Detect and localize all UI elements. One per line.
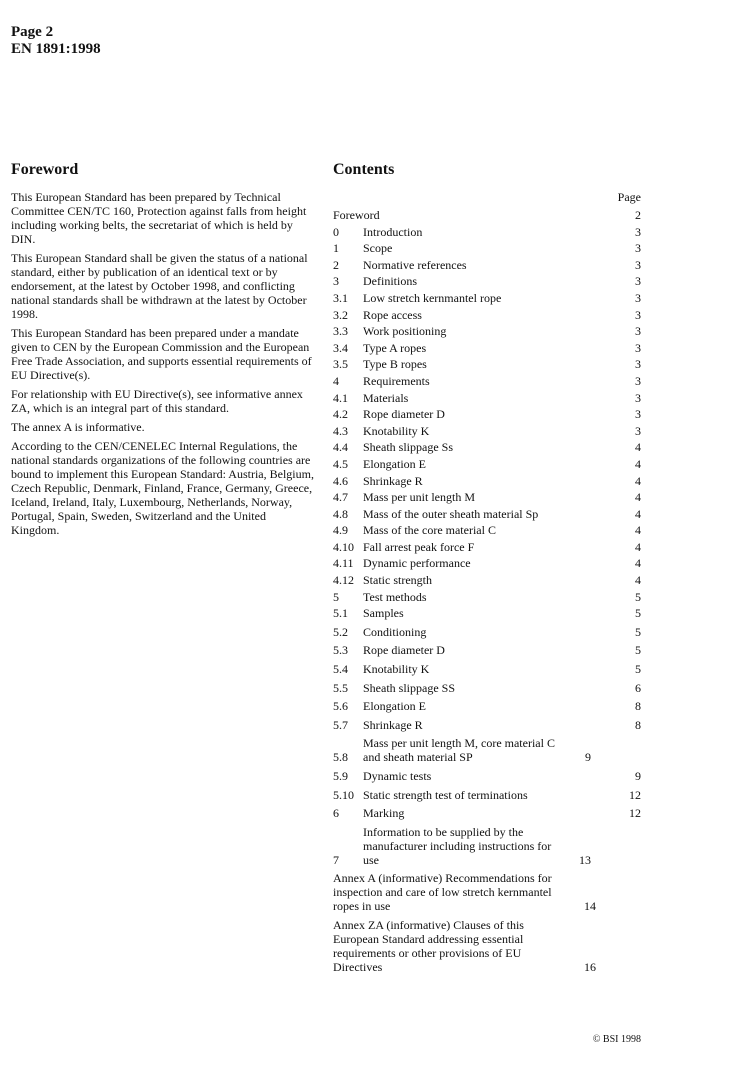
contents-page-header: Page (617, 190, 641, 204)
toc-entry-page: 5 (635, 606, 641, 621)
toc-entry-title: Low stretch kernmantel rope (363, 290, 502, 305)
toc-entry-title: Definitions (363, 274, 417, 289)
toc-entry-number: 4.12 (333, 573, 354, 588)
toc-entry-title: Shrinkage R (363, 717, 423, 732)
toc-entry (333, 523, 641, 537)
toc-entry (333, 606, 641, 620)
toc-entry-page: 6 (635, 680, 641, 695)
toc-entry (333, 225, 641, 239)
toc-entry-page: 3 (635, 357, 641, 372)
toc-entry-title: Normative references (363, 257, 467, 272)
toc-entry-number: 3.4 (333, 340, 348, 355)
toc-entry-title: Materials (363, 390, 409, 405)
toc-entry-number: 4.7 (333, 490, 348, 505)
toc-entry-title: Requirements (363, 373, 430, 388)
toc-entry-title: Elongation E (363, 456, 426, 471)
toc-entry-number: 4.1 (333, 390, 348, 405)
toc-entry-number: 5.7 (333, 717, 348, 732)
toc-entry (333, 440, 641, 454)
toc-entry-title: Knotability K (363, 423, 430, 438)
toc-entry (333, 474, 641, 488)
toc-entry-title: Marking (363, 806, 405, 821)
foreword-paragraph: The annex A is informative. (11, 420, 145, 434)
toc-entry-page: 3 (635, 373, 641, 388)
toc-entry-page: 14 (584, 899, 596, 914)
toc-entry-number: 5.5 (333, 680, 348, 695)
toc-entry (333, 241, 641, 255)
toc-entry-number: 5 (333, 589, 339, 604)
toc-entry-page: 3 (635, 241, 641, 256)
toc-entry-title: Mass per unit length M, core material C and sheath material SP (363, 736, 555, 765)
toc-entry-number: 4.2 (333, 407, 348, 422)
toc-entry (333, 540, 641, 554)
toc-entry-title: Samples (363, 606, 404, 621)
foreword-paragraph: This European Standard has been prepared by Technical Committee CEN/TC 160, Protection against falls from height including working belts, the secretariat of which is held by DIN. (11, 190, 307, 246)
toc-entry-number: 6 (333, 806, 339, 821)
table-of-contents (333, 208, 641, 974)
toc-entry-number: 5.9 (333, 769, 348, 783)
toc-entry (333, 274, 641, 288)
toc-entry-title: Foreword (333, 208, 380, 222)
toc-entry-number: 4.6 (333, 473, 348, 488)
toc-entry (333, 681, 641, 695)
toc-entry-title: Dynamic tests (363, 769, 432, 783)
toc-entry-number: 3.2 (333, 307, 348, 322)
foreword-paragraph: This European Standard shall be given the status of a national standard, either by publication of an identical text or by endorsement, at the latest by October 1998, and conflicting national standards shall be withdrawn at the latest by October 1998. (11, 251, 308, 321)
toc-entry-page: 3 (635, 224, 641, 239)
toc-entry-page: 12 (629, 787, 641, 802)
toc-entry (333, 718, 641, 732)
toc-entry-page: 3 (635, 307, 641, 322)
toc-entry-title: Annex ZA (informative) Clauses of this European Standard addressing essential requirements or other provisions of EU Directives (333, 917, 524, 974)
toc-entry-page: 5 (635, 624, 641, 639)
foreword-paragraph: This European Standard has been prepared under a mandate given to CEN by the European Commission and the European Free Trade Association, and supports essential requirements of EU Directive(s). (11, 326, 312, 382)
foreword-paragraph: According to the CEN/CENELEC Internal Regulations, the national standards organizations of the following countries are bound to implement this European Standard: Austria, Belgium, Czech Republic, Denmark, Finland, France, Germany, Greece, Iceland, Ireland, Italy, Luxembourg, Netherlands, Norway, Portugal, Spain, Sweden, Switzerland and the United Kingdom. (11, 439, 314, 537)
toc-entry-number: 5.10 (333, 787, 354, 802)
toc-entry (333, 556, 641, 570)
toc-entry (333, 407, 641, 421)
toc-entry (333, 573, 641, 587)
toc-entry (333, 374, 641, 388)
toc-entry-page: 3 (635, 423, 641, 438)
toc-entry (333, 507, 641, 521)
toc-entry (333, 788, 641, 802)
toc-entry-page: 3 (635, 324, 641, 339)
toc-entry-title: Information to be supplied by the manufacturer including instructions for use (363, 824, 552, 867)
toc-entry (333, 457, 641, 471)
toc-entry-page: 5 (635, 662, 641, 677)
toc-entry-title: Elongation E (363, 699, 426, 714)
toc-entry-page: 4 (635, 490, 641, 505)
toc-entry-title: Conditioning (363, 624, 427, 639)
page-header (11, 24, 101, 58)
toc-entry (333, 424, 641, 438)
toc-entry-title: Fall arrest peak force F (363, 539, 475, 554)
toc-entry-title: Mass of the core material C (363, 523, 496, 538)
toc-entry-title: Annex A (informative) Recommendations for inspection and care of low stretch kernmantel ropes in use (333, 871, 552, 914)
toc-entry (333, 871, 641, 913)
toc-entry (333, 625, 641, 639)
toc-entry-page: 4 (635, 506, 641, 521)
toc-entry-number: 4.8 (333, 506, 348, 521)
toc-entry-number: 4.9 (333, 523, 348, 538)
standard-number: EN 1891:1998 (11, 41, 101, 57)
toc-entry-title: Scope (363, 241, 393, 256)
foreword-title: Foreword (11, 161, 79, 178)
toc-entry-number: 3.1 (333, 290, 348, 305)
toc-entry (333, 391, 641, 405)
toc-entry-page: 3 (635, 257, 641, 272)
toc-entry-page: 3 (635, 340, 641, 355)
toc-entry-page: 4 (635, 523, 641, 538)
toc-entry-title: Type B ropes (363, 357, 427, 372)
toc-entry-page: 4 (635, 573, 641, 588)
toc-entry-number: 1 (333, 241, 339, 256)
toc-entry (333, 324, 641, 338)
toc-entry-number: 3.5 (333, 357, 348, 372)
toc-entry-title: Knotability K (363, 662, 430, 677)
toc-entry-title: Type A ropes (363, 340, 427, 355)
toc-entry-title: Work positioning (363, 324, 447, 339)
toc-entry (333, 699, 641, 713)
copyright-notice: © BSI 1998 (592, 1034, 641, 1045)
toc-entry-page: 4 (635, 539, 641, 554)
toc-entry-number: 2 (333, 257, 339, 272)
toc-entry-title: Static strength test of terminations (363, 787, 528, 802)
toc-entry-page: 5 (635, 643, 641, 658)
toc-entry (333, 208, 641, 222)
toc-entry-title: Static strength (363, 573, 432, 588)
toc-entry-title: Mass of the outer sheath material Sp (363, 506, 539, 521)
toc-entry-title: Rope access (363, 307, 422, 322)
toc-entry-number: 4.5 (333, 456, 348, 471)
toc-entry (333, 291, 641, 305)
toc-entry-page: 13 (579, 852, 591, 867)
toc-entry-page: 2 (635, 208, 641, 222)
toc-entry (333, 918, 641, 974)
toc-entry (333, 643, 641, 657)
toc-entry-title: Test methods (363, 589, 427, 604)
toc-entry-page: 5 (635, 589, 641, 604)
toc-entry (333, 769, 641, 783)
toc-entry (333, 308, 641, 322)
toc-entry-page: 4 (635, 473, 641, 488)
toc-entry-page: 9 (635, 769, 641, 783)
toc-entry-page: 12 (629, 806, 641, 821)
toc-entry (333, 662, 641, 676)
toc-entry-number: 3.3 (333, 324, 348, 339)
toc-entry-page: 4 (635, 556, 641, 571)
contents-title: Contents (333, 161, 395, 178)
toc-entry-number: 4.11 (333, 556, 354, 571)
toc-entry-title: Sheath slippage SS (363, 680, 455, 695)
toc-entry-number: 5.6 (333, 699, 348, 714)
toc-entry (333, 825, 641, 867)
toc-entry-page: 3 (635, 390, 641, 405)
toc-entry (333, 736, 641, 764)
toc-entry (333, 490, 641, 504)
toc-entry-number: 4.10 (333, 539, 354, 554)
toc-entry-page: 9 (585, 750, 591, 765)
toc-entry-title: Shrinkage R (363, 473, 423, 488)
toc-entry-title: Rope diameter D (363, 643, 445, 658)
toc-entry-number: 3 (333, 274, 339, 289)
toc-entry-number: 4.4 (333, 440, 348, 455)
toc-entry-page: 8 (635, 699, 641, 714)
toc-entry (333, 357, 641, 371)
toc-entry-number: 0 (333, 224, 339, 239)
toc-entry (333, 590, 641, 604)
toc-entry-title: Introduction (363, 224, 423, 239)
foreword-section (11, 160, 316, 542)
toc-entry-title: Rope diameter D (363, 407, 445, 422)
toc-entry (333, 258, 641, 272)
toc-entry-title: Sheath slippage Ss (363, 440, 453, 455)
toc-entry-page: 4 (635, 440, 641, 455)
toc-entry-title: Mass per unit length M (363, 490, 475, 505)
toc-entry-number: 5.3 (333, 643, 348, 658)
contents-section (333, 160, 641, 979)
toc-entry-page: 16 (584, 959, 596, 974)
toc-entry-number: 5.8 (333, 750, 348, 765)
toc-entry-title: Dynamic performance (363, 556, 471, 571)
toc-entry-number: 4 (333, 373, 339, 388)
foreword-paragraph: For relationship with EU Directive(s), see informative annex ZA, which is an integral part of this standard. (11, 387, 303, 415)
toc-entry (333, 806, 641, 820)
toc-entry-page: 3 (635, 407, 641, 422)
toc-entry-page: 3 (635, 290, 641, 305)
toc-entry-page: 3 (635, 274, 641, 289)
toc-entry-page: 8 (635, 717, 641, 732)
toc-entry-number: 4.3 (333, 423, 348, 438)
toc-entry-number: 5.4 (333, 662, 348, 677)
toc-entry-number: 7 (333, 852, 339, 867)
toc-entry-page: 4 (635, 456, 641, 471)
toc-entry-number: 5.1 (333, 606, 348, 621)
toc-entry (333, 341, 641, 355)
toc-entry-number: 5.2 (333, 624, 348, 639)
page-number: Page 2 (11, 24, 54, 40)
